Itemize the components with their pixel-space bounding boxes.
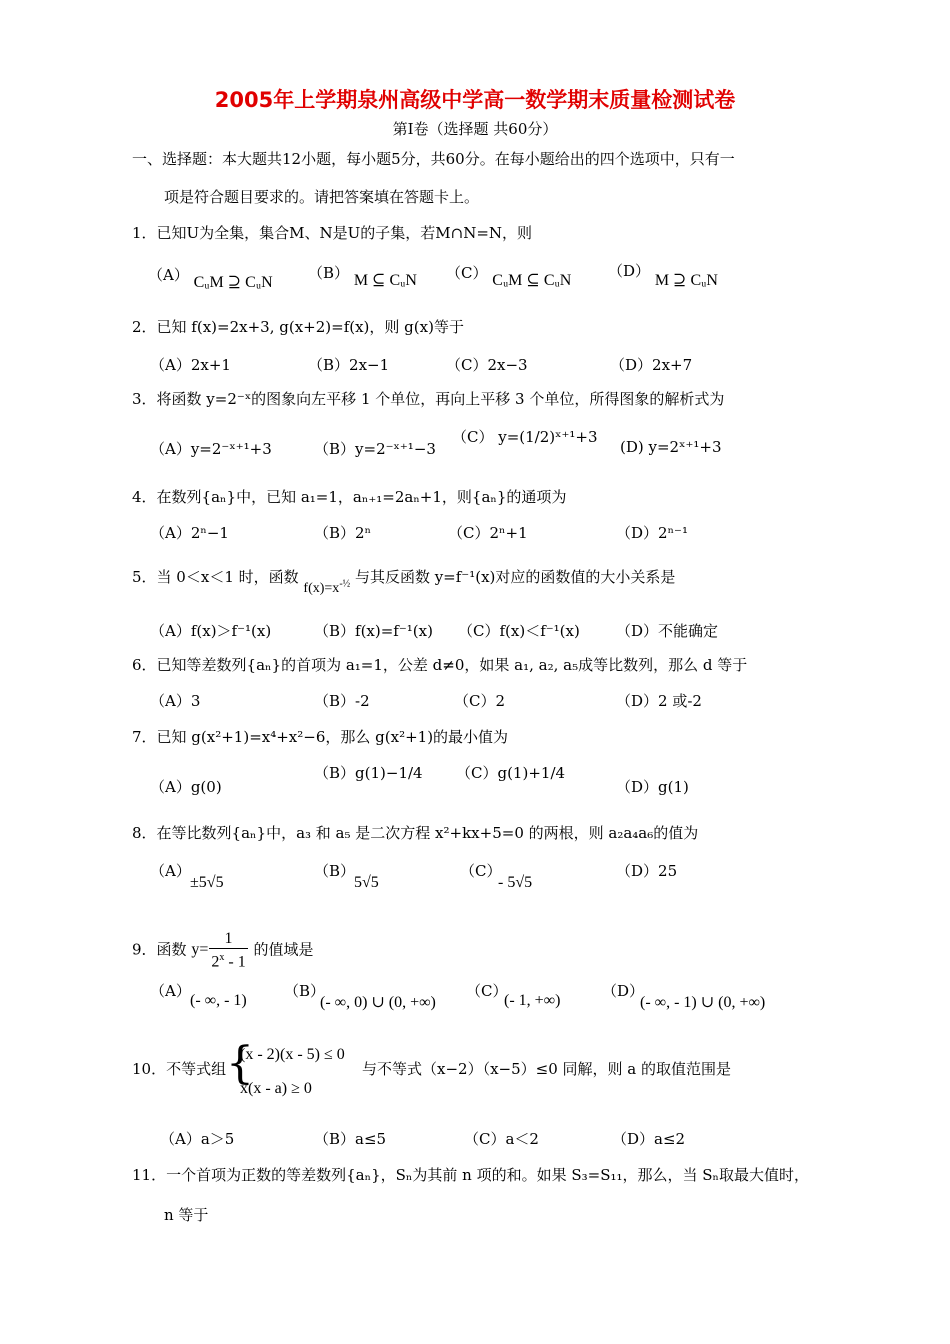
question-3-stem: 3．将函数 y=2⁻ˣ的图象向左平移 1 个单位，再向上平移 3 个单位，所得图象的解析式为 [132,390,725,408]
q10-option-d: （D）a≤2 [612,1130,686,1148]
q6-option-a: （A）3 [150,692,201,710]
q6-option-b: （B）-2 [314,692,370,710]
q7-option-d: （D）g(1) [616,778,689,796]
q9-option-b: (- ∞, 0) ∪ (0, +∞) [320,994,436,1011]
q8-label-b: （B） [314,862,356,880]
q3-option-b: （B）y=2⁻ˣ⁺¹−3 [314,440,436,458]
question-9-stem [132,930,313,971]
q2-option-d: （D）2x+7 [610,356,693,374]
q5-stem-part-b: 与其反函数 y=f⁻¹(x)对应的函数值的大小关系是 [354,568,676,586]
page-title: 2005年上学期泉州高级中学高一数学期末质量检测试卷 [214,88,736,112]
question-2-stem: 2．已知 f(x)=2x+3, g(x+2)=f(x)，则 g(x)等于 [132,318,464,336]
q6-option-d: （D）2 或-2 [616,692,702,710]
q8-option-a: ±5√5 [190,874,224,891]
q1-option-d [608,260,718,289]
instructions-line-2: 项是符合题目要求的。请把答案填在答题卡上。 [164,188,480,206]
q9-label-d: （D） [602,982,645,1000]
q1-option-b-math: M ⊆ CᵤN [353,272,417,289]
question-11-stem: 11．一个首项为正数的等差数列{aₙ}，Sₙ为其前 n 项的和。如果 S₃=S₁₁，那么，当 Sₙ取最大值时， [132,1166,810,1184]
q7-option-b: （B）g(1)−1/4 [314,764,423,782]
q1-option-b [308,262,417,289]
q9-function-expr: y= $\frac{1}{2^x - 1}$ [191,930,246,971]
q2-option-c: （C）2x−3 [446,356,528,374]
q10-system-line-1: (x - 2)(x - 5) ≤ 0 [240,1046,345,1063]
question-4-stem: 4．在数列{aₙ}中，已知 a₁=1，aₙ₊₁=2aₙ+1，则{aₙ}的通项为 [132,488,567,506]
q5-stem-part-a: 5．当 0＜x＜1 时，函数 [132,568,299,586]
system-brace: { [226,1038,254,1089]
q7-option-c: （C）g(1)+1/4 [456,764,566,782]
q8-label-a: （A） [150,862,191,880]
q2-option-a: （A）2x+1 [150,356,231,374]
q1-label-c: （C） [446,264,488,282]
q1-option-c [446,262,572,289]
q1-label-a: （A） [148,266,189,284]
q9-option-a: (- ∞, - 1) [190,992,247,1009]
q7-option-a: （A）g(0) [150,778,222,796]
q8-label-c: （C） [460,862,502,880]
q5-option-a: （A）f(x)＞f⁻¹(x) [150,622,272,640]
q1-label-d: （D） [608,262,651,280]
question-8-stem: 8．在等比数列{aₙ}中，a₃ 和 a₅ 是二次方程 x²+kx+5=0 的两根，则 a₂a₄a₆的值为 [132,824,699,842]
q1-option-d-math: M ⊇ CᵤN [654,272,718,289]
q9-label-a: （A） [150,982,191,1000]
q9-label-c: （C） [466,982,508,1000]
q10-system-line-2: x(x - a) ≥ 0 [240,1080,312,1097]
q2-option-b: （B）2x−1 [308,356,390,374]
q5-function-expr: $f(x)=x^{-\frac{1}{2}}$ [303,578,351,596]
question-6-stem: 6．已知等差数列{aₙ}的首项为 a₁=1，公差 d≠0，如果 a₁, a₂, a₅成等比数列，那么 d 等于 [132,656,748,674]
q6-option-c: （C）2 [454,692,506,710]
q4-option-b: （B）2ⁿ [314,524,372,542]
q8-option-d: （D）25 [616,862,678,880]
q9-label-b: （B） [284,982,326,1000]
q10-option-a: （A）a＞5 [160,1130,235,1148]
question-5-stem [132,566,676,596]
q3-option-a: （A）y=2⁻ˣ⁺¹+3 [150,440,272,458]
q4-option-a: （A）2ⁿ−1 [150,524,229,542]
question-1-stem: 1．已知U为全集，集合M、N是U的子集，若M∩N=N，则 [132,224,533,242]
q1-option-a [148,264,273,291]
question-7-stem: 7．已知 g(x²+1)=x⁴+x²−6，那么 g(x²+1)的最小值为 [132,728,509,746]
question-10-stem-b: 与不等式（x−2）（x−5）≤0 同解，则 a 的取值范围是 [362,1060,732,1078]
q3-option-d: (D) y=2ˣ⁺¹+3 [620,438,722,456]
page-subtitle: 第Ⅰ卷（选择题 共60分） [392,120,558,138]
q4-option-c: （C）2ⁿ+1 [448,524,528,542]
question-11-stem-2: n 等于 [164,1206,209,1224]
q10-option-c: （C）a＜2 [464,1130,539,1148]
q1-label-b: （B） [308,264,350,282]
q8-option-c: - 5√5 [498,874,533,891]
q3-option-c: （C） y=(1/2)ˣ⁺¹+3 [452,428,598,446]
q9-option-c: (- 1, +∞) [504,992,561,1009]
q9-stem-part-b: 的值域是 [253,940,314,959]
q9-option-d: (- ∞, - 1) ∪ (0, +∞) [640,994,766,1011]
q10-option-b: （B）a≤5 [314,1130,387,1148]
q4-option-d: （D）2ⁿ⁻¹ [616,524,688,542]
q5-option-b: （B）f(x)=f⁻¹(x) [314,622,433,640]
q9-stem-part-a: 9．函数 [132,940,187,959]
q8-option-b: 5√5 [354,874,379,891]
q1-option-c-math: CᵤM ⊆ CᵤN [492,272,572,289]
q5-option-d: （D）不能确定 [616,622,719,640]
q1-option-a-math: CᵤM ⊇ CᵤN [193,274,273,291]
instructions-line-1: 一、选择题：本大题共12小题，每小题5分，共60分。在每小题给出的四个选项中，只有一 [132,150,735,168]
question-10-stem-a: 10．不等式组 [132,1060,227,1078]
q5-option-c: （C）f(x)＜f⁻¹(x) [458,622,580,640]
